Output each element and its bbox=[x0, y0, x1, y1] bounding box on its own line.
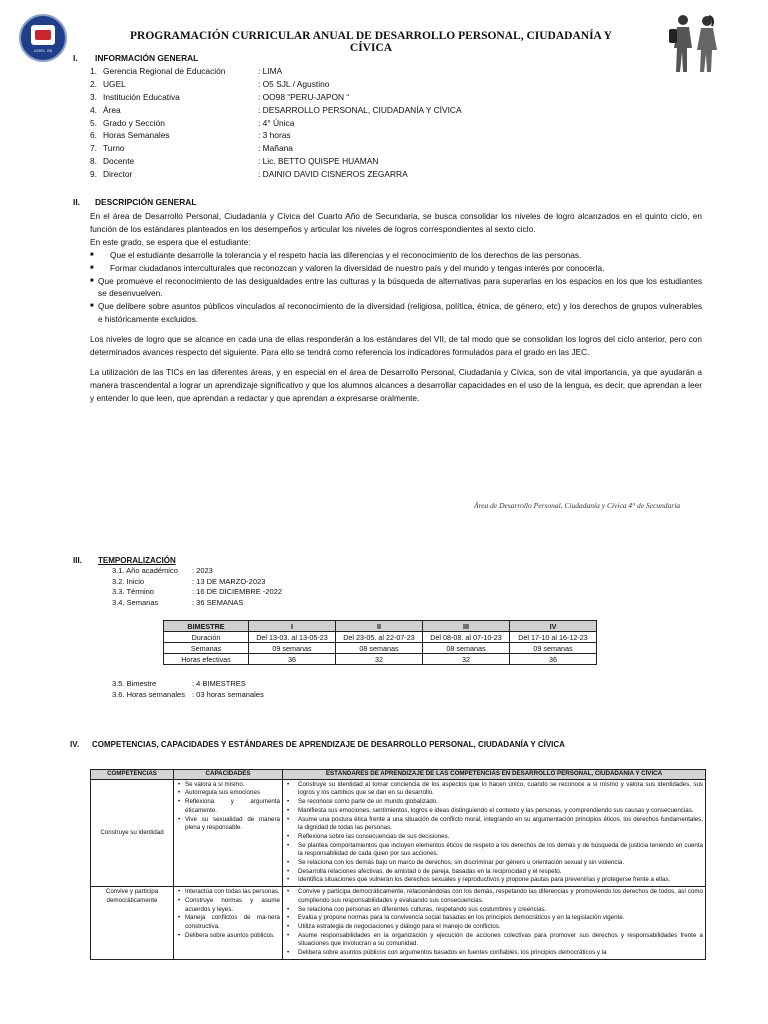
description-paragraph: Los niveles de logro que se alcance en cada una de ellas responderán a los estándares del VII, de tal modo que se consolidan los logros del ciclo anterior, pero con determinados avances respecto del siguiente. Para ello se tendrá como referencia los indicadores formulados para el grado en las JEC. bbox=[90, 334, 702, 358]
list-item: • Se plantea comportamientos que incluyen elementos éticos de respeto a los derechos de los demás y de búsqueda de justicia teniendo en cuenta la responsabilidad de cada quien por sus acciones. bbox=[298, 842, 703, 859]
list-item: • Interactúa con todas las personas. bbox=[185, 888, 280, 897]
info-row: 5. Grado y Sección : 4° Única bbox=[90, 117, 295, 128]
section-3-number: III. bbox=[73, 556, 82, 565]
table-row bbox=[91, 887, 706, 960]
general-info-list bbox=[90, 66, 462, 182]
table-header-cell: III bbox=[423, 621, 510, 632]
temporalization-list-2 bbox=[112, 679, 264, 700]
bimester-table bbox=[163, 620, 597, 665]
page-footer-note: Área de Desarrollo Personal, Ciudadanía y Cívica 4° de Secundaria bbox=[474, 501, 681, 510]
list-item: • Se valora a sí mismo. bbox=[185, 781, 280, 790]
table-cell: Semanas bbox=[164, 643, 249, 654]
info-row: 2. UGEL : O5 SJL / Agustino bbox=[90, 78, 330, 89]
description-bullet: ■ Que promueve el reconocimiento de las desigualdades entre las culturas y la búsqueda de alternativas para superarlas en los espacios en los que los estudiantes se desenvuelven. bbox=[90, 275, 702, 301]
list-item: • Asume responsabilidades en la organización y ejecución de acciones colectivas para promover sus derechos y responsabilidades frente a situaciones que involucran a su comunidad. bbox=[298, 932, 703, 949]
list-item: • Manifiesta sus emociones, sentimientos, logros e ideas distinguiendo el contexto y las personas, y comprendiendo sus causas y consecuencias. bbox=[298, 807, 703, 816]
tempo-row: 3.5. Bimestre : 4 BIMESTRES bbox=[112, 679, 246, 688]
info-row: 1. Gerencia Regional de Educación : LIMA bbox=[90, 66, 283, 76]
description-bullet: ■ Que delibere sobre asuntos públicos vinculados al reconocimiento de la diversidad (religiosa, política, étnica, de género, etc) y los derechos de grupos vulnerables e históricamente excluidos. bbox=[90, 300, 702, 326]
section-2-heading bbox=[73, 197, 196, 207]
tempo-row: 3.3. Término : 16 DE DICIEMBRE -2022 bbox=[112, 587, 283, 596]
list-item: • Reflexiona y argumenta éticamente. bbox=[185, 798, 280, 815]
competency-cell: Convive y participa democráticamente bbox=[91, 887, 174, 960]
list-item: • Se reconoce como parte de un mundo globalizado. bbox=[298, 798, 703, 807]
description-bullet: ■ Que el estudiante desarrolle la tolerancia y el respeto hacia las diferencias y el reconocimiento de los derechos de las personas. bbox=[90, 249, 702, 262]
section-3-title: TEMPORALIZACIÓN bbox=[98, 556, 176, 565]
capacities-cell bbox=[174, 887, 283, 960]
table-header-cell: II bbox=[336, 621, 423, 632]
competency-cell: Construye su identidad bbox=[91, 779, 174, 886]
section-4-number: IV. bbox=[70, 740, 80, 749]
list-item: • Asume una postura ética frente a una situación de conflicto moral, integrando en su argumentación principios éticos, los derechos fundamentales, la dignidad de todas las personas. bbox=[298, 816, 703, 833]
table-row bbox=[164, 632, 597, 643]
table-cell: 08 semanas bbox=[423, 643, 510, 654]
table-header-row bbox=[164, 621, 597, 632]
table-cell: 36 bbox=[510, 654, 597, 665]
capacities-cell bbox=[174, 779, 283, 886]
table-cell: 09 semanas bbox=[510, 643, 597, 654]
table-header-cell: CAPACIDADES bbox=[174, 770, 283, 780]
table-cell: Del 08-08. al 07-10-23 bbox=[423, 632, 510, 643]
tempo-row: 3.4. Semanas : 36 SEMANAS bbox=[112, 597, 244, 607]
list-item: • Evalúa y propone normas para la convivencia social basadas en los principios democráticos y en la legislación vigente. bbox=[298, 914, 703, 923]
temporalization-list bbox=[112, 566, 282, 608]
section-1-number: I. bbox=[73, 53, 78, 63]
list-item: • Construye su identidad al tomar conciencia de los aspectos que lo hacen único, cuando se reconoce a sí mismo y valora sus identidades, sus logros y los cambios que se dan en su desarrollo. bbox=[298, 781, 703, 798]
list-item: • Reflexiona sobre las consecuencias de sus decisiones. bbox=[298, 833, 703, 842]
list-item: • Delibera sobre asuntos públicos con argumentos basados en fuentes confiables, los principios democráticos y la bbox=[298, 949, 703, 958]
list-item: • Construye normas y asume acuerdos y leyes. bbox=[185, 897, 280, 914]
table-row bbox=[164, 654, 597, 665]
table-row bbox=[91, 779, 706, 886]
standards-cell bbox=[283, 779, 706, 886]
table-header-cell: I bbox=[249, 621, 336, 632]
section-4-title: COMPETENCIAS, CAPACIDADES Y ESTÁNDARES DE APRENDIZAJE DE DESARROLLO PERSONAL, CIUDADANÍA Y CÍVICA bbox=[92, 740, 565, 749]
list-item: • Delibera sobre asuntos públicos. bbox=[185, 932, 280, 941]
table-cell: 36 bbox=[249, 654, 336, 665]
description-paragraph: La utilización de las TICs en las diferentes áreas, y en especial en el área de Desarrollo Personal, Ciudadanía y Cívica, son de vital importancia, ya que ayudarán a manera trascendental a lograr un aprendizaje significativo y que los alumnos alcances a desarrollar capacidades en el uso de la lengua, es decir, que aprendan a leer y entender lo que leen, que aprendan a redactar y que aprendan a expresarse oralmente. bbox=[90, 366, 702, 403]
list-item: • Convive y participa democráticamente, relacionándolas con los demás, respetando las diferencias y promoviendo los derechos de todos, así como cumpliendo sus responsabilidades y evaluando sus consecuencias. bbox=[298, 888, 703, 905]
table-header-cell: ESTÁNDARES DE APRENDIZAJE DE LAS COMPETENCIAS EN DESARROLLO PERSONAL, CIUDADANÍA Y CÍVICA bbox=[283, 770, 706, 780]
table-cell: 32 bbox=[423, 654, 510, 665]
section-1-title: INFORMACIÓN GENERAL bbox=[95, 53, 199, 63]
list-item: • Vive su sexualidad de manera plena y responsable. bbox=[185, 816, 280, 833]
info-row: 3. Institución Educativa : OO98 “PERU-JAPON “ bbox=[90, 91, 350, 102]
general-description bbox=[90, 210, 702, 405]
table-cell: Del 17-10 al 16-12-23 bbox=[510, 632, 597, 643]
table-cell: 08 semanas bbox=[336, 643, 423, 654]
tempo-row: 3.1. Año académico : 2023 bbox=[112, 566, 213, 575]
table-cell: 09 semanas bbox=[249, 643, 336, 654]
description-intro: En el área de Desarrollo Personal, Ciudadanía y Cívica del Cuarto Año de Secundaria, se busca consolidar los niveles de logro alcanzados en el quinto ciclo, en función de los estándares planteados en los desempeños y articular los niveles de logros correspondientes al sexto ciclo. bbox=[90, 211, 702, 234]
info-row: 4. Área : DESARROLLO PERSONAL, CIUDADANÍA Y CÍVICA bbox=[90, 104, 462, 115]
table-cell: 32 bbox=[336, 654, 423, 665]
list-item: • Utiliza estrategia de negociaciones y diálogo para el manejo de conflictos. bbox=[298, 923, 703, 932]
info-row: 8. Docente : Lic. BETTO QUISPE HUAMAN bbox=[90, 156, 379, 167]
tempo-row: 3.2. Inicio : 13 DE MARZO-2023 bbox=[112, 576, 266, 586]
list-item: • Se relaciona con personas en diferentes culturas, respetando sus costumbres y creencias. bbox=[298, 906, 703, 915]
description-bullet: ■ Formar ciudadanos interculturales que reconozcan y valoren la diversidad de nuestro país y del mundo y tengas interés por conocerla. bbox=[90, 262, 702, 275]
table-header-cell: BIMESTRE bbox=[164, 621, 249, 632]
logo-accent bbox=[35, 30, 51, 40]
students-illustration-icon bbox=[665, 12, 725, 76]
page-title: PROGRAMACIÓN CURRICULAR ANUAL DE DESARROLLO PERSONAL, CIUDADANÍA Y CÍVICA bbox=[130, 30, 612, 54]
table-row bbox=[164, 643, 597, 654]
list-item: • Se relaciona con los demás bajo un marco de derechos, sin discriminar por género u orientación sexual y sin violencia. bbox=[298, 859, 703, 868]
table-cell: Del 23-05. al 22-07-23 bbox=[336, 632, 423, 643]
section-3-heading bbox=[73, 556, 176, 565]
section-4-heading bbox=[70, 740, 565, 749]
table-header-cell: COMPETENCIAS bbox=[91, 770, 174, 780]
info-row: 6. Horas Semanales : 3 horas bbox=[90, 130, 291, 141]
list-item: • Maneja conflictos de ma-nera constructiva. bbox=[185, 914, 280, 931]
list-item: • Identifica situaciones que vulneran los derechos sexuales y reproductivos y propone pautas para prevenirlas y protegerse frente a ellas. bbox=[298, 876, 703, 885]
info-row: 9. Director : DAINIO DAVID CISNEROS ZEGARRA bbox=[90, 169, 408, 180]
list-item: • Desarrolla relaciones afectivas, de amistad o de pareja, basadas en la reciprocidad y el respeto. bbox=[298, 868, 703, 877]
competencies-table bbox=[90, 769, 706, 960]
description-lead: En este grado, se espera que el estudiante: bbox=[90, 236, 251, 247]
logo-text: UGEL 05 bbox=[33, 48, 53, 53]
table-header-cell: IV bbox=[510, 621, 597, 632]
info-row: 7. Turno : Mañana bbox=[90, 143, 293, 154]
section-1-heading bbox=[73, 53, 198, 63]
table-header-row bbox=[91, 770, 706, 780]
school-logo bbox=[19, 14, 67, 62]
table-cell: Del 13-03. al 13-05-23 bbox=[249, 632, 336, 643]
tempo-row: 3.6. Horas semanales : 03 horas semanales bbox=[112, 689, 264, 699]
table-cell: Duración bbox=[164, 632, 249, 643]
table-cell: Horas efectivas bbox=[164, 654, 249, 665]
section-2-number: II. bbox=[73, 197, 80, 207]
list-item: • Autorregula sus emociones bbox=[185, 789, 280, 798]
section-2-title: DESCRIPCIÓN GENERAL bbox=[95, 197, 197, 207]
standards-cell bbox=[283, 887, 706, 960]
